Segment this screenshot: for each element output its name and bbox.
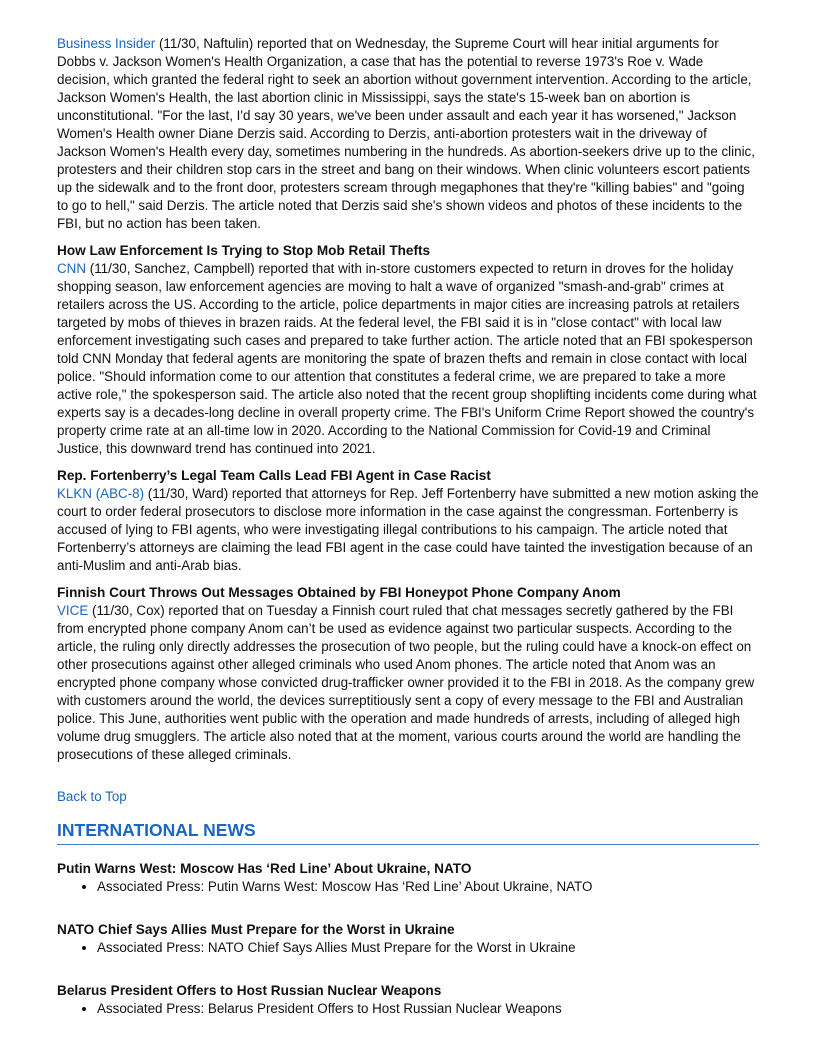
story-title: Finnish Court Throws Out Messages Obtained by FBI Honeypot Phone Company Anom [57,585,621,600]
intl-item-title: Belarus President Offers to Host Russian Nuclear Weapons [57,982,442,998]
newsletter-content [57,35,759,1018]
story-paragraph [57,35,759,233]
intl-item-title: NATO Chief Says Allies Must Prepare for the Worst in Ukraine [57,921,455,937]
story-title: Rep. Fortenberry’s Legal Team Calls Lead FBI Agent in Case Racist [57,468,491,483]
intl-item-list [57,1000,759,1018]
intl-item [57,982,759,1018]
story-paragraph [57,485,759,575]
story-business-insider [57,35,759,233]
story-anom [57,584,759,764]
intl-item-title: Putin Warns West: Moscow Has ‘Red Line’ About Ukraine, NATO [57,860,472,876]
story-paragraph [57,602,759,764]
source-link-business-insider[interactable]: Business Insider [57,36,156,51]
intl-item-list [57,939,759,957]
story-mob-retail-thefts [57,242,759,458]
intl-item [57,921,759,957]
back-to-top-link[interactable]: Back to Top [57,789,127,804]
intl-item [57,860,759,896]
intl-item-bullet: • Associated Press: Belarus President Offers to Host Russian Nuclear Weapons [97,1000,759,1018]
story-fortenberry [57,467,759,575]
section-heading-international: INTERNATIONAL NEWS [57,818,759,845]
intl-item-bullet: • Associated Press: Putin Warns West: Moscow Has ‘Red Line’ About Ukraine, NATO [97,878,759,896]
story-title: How Law Enforcement Is Trying to Stop Mob Retail Thefts [57,243,431,258]
story-body: (11/30, Cox) reported that on Tuesday a Finnish court ruled that chat messages secretly gathered by the FBI from encrypted phone company Anom can’t be used as evidence against two particular suspects. According to the article, the ruling only directly addresses the prosecution of two people, but the ruling could have a knock-on effect on other prosecutions against other alleged criminals who used Anom phones. The article noted that Anom was an encrypted phone company whose convicted drug-trafficker owner provided it to the FBI in 2018. As the company grew with customers around the world, the devices surreptitiously sent a copy of every message to the FBI and Australian police. This June, authorities went public with the operation and made hundreds of arrests, including of alleged high volume drug smugglers. The article also noted that at the moment, various courts around the world are handling the prosecutions of these alleged criminals. [57,603,755,762]
intl-item-bullet: • Associated Press: NATO Chief Says Allies Must Prepare for the Worst in Ukraine [97,939,759,957]
story-body: (11/30, Ward) reported that attorneys for Rep. Jeff Fortenberry have submitted a new motion asking the court to order federal prosecutors to disclose more information in the case against the congressman. Fortenberry is accused of lying to FBI agents, who were investigating illegal contributions to his campaign. The article noted that Fortenberry’s attorneys are claiming the lead FBI agent in the case could have tainted the investigation because of an anti-Muslim and anti-Arab bias. [57,486,759,573]
story-paragraph [57,260,759,458]
intl-item-list [57,878,759,896]
source-link-klkn[interactable]: KLKN (ABC-8) [57,486,145,501]
story-body: (11/30, Sanchez, Campbell) reported that with in-store customers expected to return in droves for the holiday shopping season, law enforcement agencies are moving to halt a wave of organized "smash-and-grab" crimes at retailers across the US. According to the article, police departments in major cities are increasing patrols at retailers targeted by mobs of thieves in brazen raids. At the federal level, the FBI said it is in "close contact" with local law enforcement investigating such cases and prepared to take further action. The article noted that an FBI spokesperson told CNN Monday that federal agents are monitoring the spate of brazen thefts and remain in close contact with local police. "Should information come to our attention that constitutes a federal crime, we are prepared to take a more active role," the spokesperson said. The article also noted that the recent group shoplifting incidents come during what experts say is a decades-long decline in overall property crime. The FBI's Uniform Crime Report showed the country's property crime rate at an all-time low in 2020. According to the National Commission for Covid-19 and Criminal Justice, this downward trend has continued into 2021. [57,261,757,456]
source-link-vice[interactable]: VICE [57,603,89,618]
source-link-cnn[interactable]: CNN [57,261,87,276]
story-body: (11/30, Naftulin) reported that on Wednesday, the Supreme Court will hear initial arguments for Dobbs v. Jackson Women's Health Organization, a case that has the potential to reverse 1973's Roe v. Wade decision, which granted the federal right to seek an abortion without government intervention. According to the article, Jackson Women's Health, the last abortion clinic in Mississippi, says the state's 15-week ban on abortion is unconstitutional. "For the last, I'd say 30 years, we've been under assault and each year it has worsened," Jackson Women's Health owner Diane Derzis said. According to Derzis, anti-abortion protesters wait in the driveway of Jackson Women's Health every day, sometimes numbering in the hundreds. As abortion-seekers drive up to the clinic, protesters and their children stop cars in the street and bang on their windows. When clinic volunteers escort patients up the sidewalk and to the front door, protesters scream through megaphones that they're "killing babies" and "going to go to hell," said Derzis. The article noted that Derzis said she's shown videos and photos of these incidents to the FBI, but no action has been taken. [57,36,755,231]
